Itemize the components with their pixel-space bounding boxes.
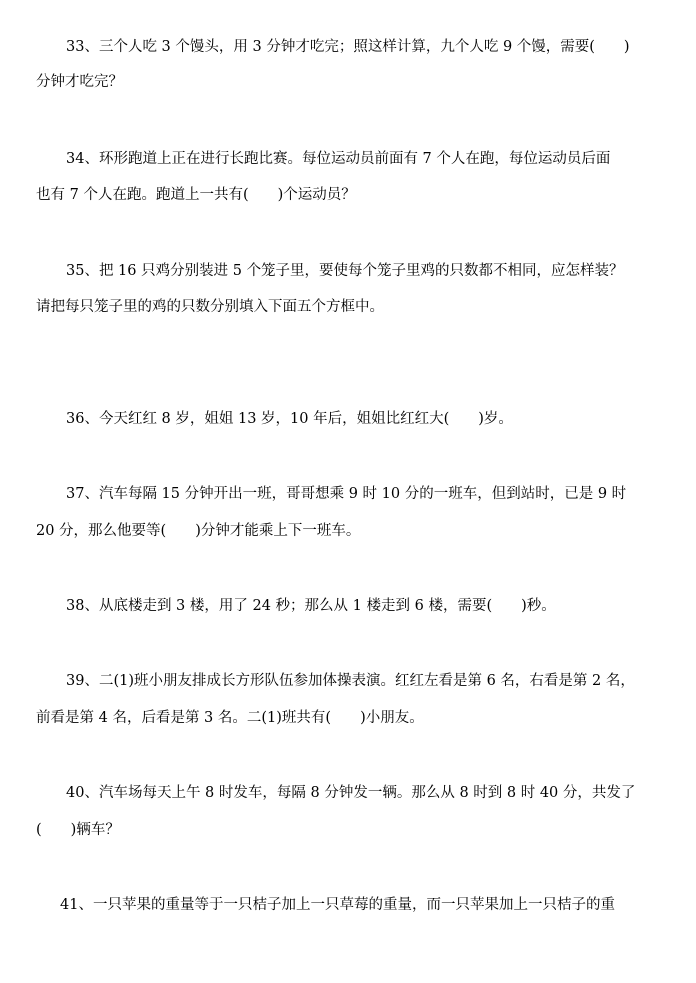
question-text-line: 37、汽车每隔 15 分钟开出一班，哥哥想乘 9 时 10 分的一班车，但到站时，已是 9 时 bbox=[66, 486, 627, 502]
question-text-line: ( )辆车？ bbox=[36, 822, 120, 838]
question-text-line: 36、今天红红 8 岁，姐姐 13 岁，10 年后，姐姐比红红大( )岁。 bbox=[66, 411, 513, 427]
question-text-line: 前看是第 4 名，后看是第 3 名。二(1)班共有( )小朋友。 bbox=[36, 710, 424, 726]
question-text-line: 34、环形跑道上正在进行长跑比赛。每位运动员前面有 7 个人在跑，每位运动员后面 bbox=[66, 151, 611, 167]
question-text-line: 40、汽车场每天上午 8 时发车，每隔 8 分钟发一辆。那么从 8 时到 8 时 40 分，共发了 bbox=[66, 785, 636, 801]
question-text-line: 38、从底楼走到 3 楼，用了 24 秒；那么从 1 楼走到 6 楼，需要( )秒。 bbox=[66, 598, 556, 614]
question-text-line: 也有 7 个人在跑。跑道上一共有( )个运动员？ bbox=[36, 187, 356, 203]
question-text-line: 请把每只笼子里的鸡的只数分别填入下面五个方框中。 bbox=[36, 299, 384, 315]
question-text-line: 35、把 16 只鸡分别装进 5 个笼子里，要使每个笼子里鸡的只数都不相同，应怎样装？ bbox=[66, 263, 624, 279]
question-text-line: 分钟才吃完？ bbox=[36, 74, 123, 90]
question-text-line: 41、一只苹果的重量等于一只桔子加上一只草莓的重量，而一只苹果加上一只桔子的重 bbox=[60, 897, 615, 913]
question-text-line: 33、三个人吃 3 个馒头，用 3 分钟才吃完；照这样计算，九个人吃 9 个馒，需要( ) bbox=[66, 39, 630, 55]
question-text-line: 39、二(1)班小朋友排成长方形队伍参加体操表演。红红左看是第 6 名，右看是第 2 名， bbox=[66, 673, 635, 689]
question-text-line: 20 分，那么他要等( )分钟才能乘上下一班车。 bbox=[36, 523, 361, 539]
